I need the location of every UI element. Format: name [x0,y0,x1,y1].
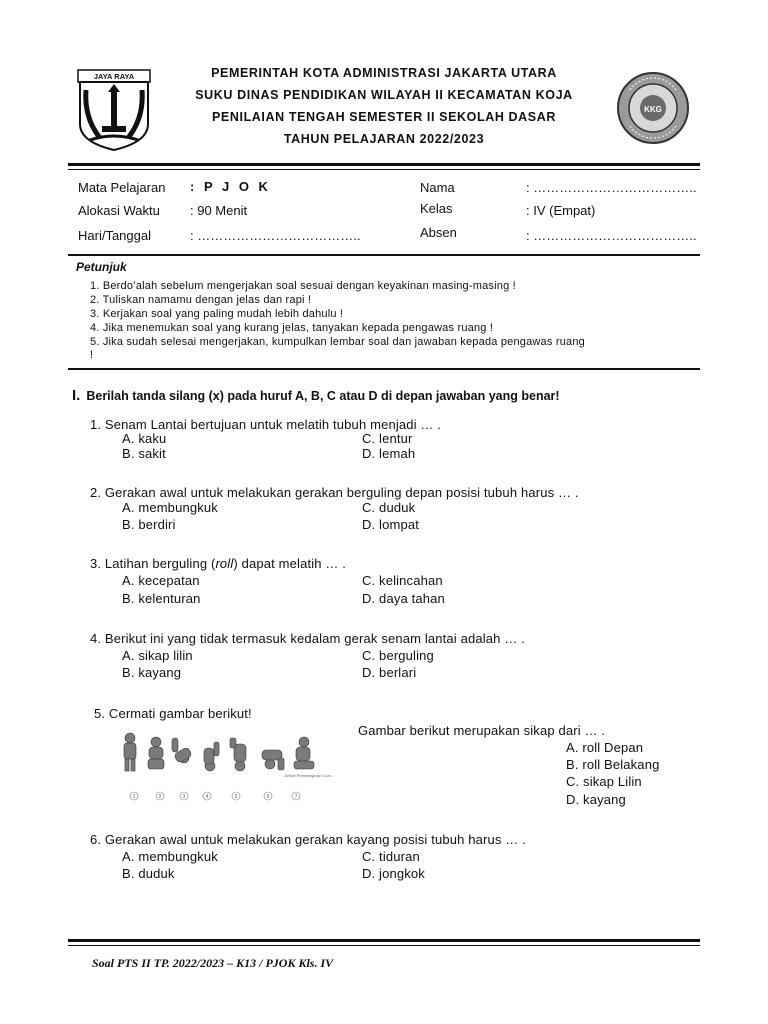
instruction-item: 5. Jika sudah selesai mengerjakan, kumpulkan lembar soal dan jawaban kepada pengawas ruang [90,336,585,348]
option-b[interactable]: B. kayang [122,665,182,680]
instruction-item: 4. Jika menemukan soal yang kurang jelas, tanyakan kepada pengawas ruang ! [90,322,494,334]
option-c[interactable]: C. tiduran [362,849,420,864]
header-rule-thin [68,169,700,170]
footer-rule-thick [68,939,700,942]
option-c[interactable]: C. lentur [362,431,413,446]
option-d[interactable]: D. berlari [362,665,417,680]
question-5: 5. Cermati gambar berikut! [94,706,252,721]
option-a[interactable]: A. kecepatan [122,573,200,588]
option-b[interactable]: B. duduk [122,866,175,881]
svg-text:KKG: KKG [644,105,662,114]
question-5-prompt: Gambar berikut merupakan sikap dari … . [358,723,606,738]
option-c[interactable]: C. kelincahan [362,573,443,588]
option-d[interactable]: D. daya tahan [362,591,445,606]
header-line-3: PENILAIAN TENGAH SEMESTER II SEKOLAH DASAR [212,110,556,124]
class-label: Kelas [420,201,453,216]
instructions-rule-bottom [68,368,700,370]
name-field[interactable]: : ……………………………….. [526,180,697,195]
svg-text:5: 5 [234,794,238,800]
option-d[interactable]: D. lemah [362,446,416,461]
option-d[interactable]: D. kayang [566,792,626,807]
absen-label: Absen [420,225,457,240]
instruction-item: 2. Tuliskan namamu dengan jelas dan rapi ! [90,294,312,306]
header-rule-thick [68,163,700,166]
question-6: 6. Gerakan awal untuk melakukan gerakan kayang posisi tubuh harus … . [90,832,526,847]
time-label: Alokasi Waktu [78,203,160,218]
option-b[interactable]: B. kelenturan [122,591,201,606]
svg-text:7: 7 [294,794,298,800]
name-label: Nama [420,180,455,195]
header-line-1: PEMERINTAH KOTA ADMINISTRASI JAKARTA UTARA [211,66,557,80]
question-4: 4. Berikut ini yang tidak termasuk kedalam gerak senam lantai adalah … . [90,631,525,646]
svg-text:4: 4 [205,794,209,800]
instruction-item: 3. Kerjakan soal yang paling mudah lebih dahulu ! [90,308,344,320]
class-value: : IV (Empat) [526,203,596,218]
absen-field[interactable]: : ……………………………….. [526,228,697,243]
option-a[interactable]: A. sikap lilin [122,648,193,663]
section-title: Berilah tanda silang (x) pada huruf A, B, C atau D di depan jawaban yang benar! [86,389,560,403]
option-a[interactable]: A. kaku [122,431,167,446]
header-line-2: SUKU DINAS PENDIDIKAN WILAYAH II KECAMATAN KOJA [195,88,573,102]
svg-text:3: 3 [182,794,186,800]
svg-text:1: 1 [132,794,136,800]
option-c[interactable]: C. sikap Lilin [566,774,642,789]
question-3-text-end: ) dapat melatih … . [233,556,347,571]
option-d[interactable]: D. jongkok [362,866,425,881]
svg-text:JAYA RAYA: JAYA RAYA [93,72,135,81]
instruction-item: 1. Berdo’alah sebelum mengerjakan soal sesuai dengan keyakinan masing-masing ! [90,280,516,292]
question-2: 2. Gerakan awal untuk melakukan gerakan berguling depan posisi tubuh harus … . [90,485,579,500]
subject-label: Mata Pelajaran [78,180,166,195]
option-a[interactable]: A. membungkuk [122,849,218,864]
question-3-text-start: 3. Latihan berguling ( [90,556,216,571]
footer-rule-thin [68,945,700,946]
header-line-4: TAHUN PELAJARAN 2022/2023 [283,132,485,146]
option-a[interactable]: A. roll Depan [566,740,644,755]
instructions-rule-top [68,254,700,256]
back-roll-sequence-figure [118,728,332,808]
section-number: I. [72,387,81,404]
instructions-title: Petunjuk [76,260,127,274]
svg-text:Artikel Pembelajaran Guru: Artikel Pembelajaran Guru [284,773,332,778]
option-c[interactable]: C. berguling [362,648,434,663]
subject-value: : P J O K [190,179,271,194]
question-1: 1. Senam Lantai bertujuan untuk melatih tubuh menjadi … . [90,417,442,432]
date-label: Hari/Tanggal [78,228,151,243]
option-c[interactable]: C. duduk [362,500,416,515]
option-a[interactable]: A. membungkuk [122,500,218,515]
option-b[interactable]: B. berdiri [122,517,176,532]
question-3-italic-word: roll [215,556,234,571]
section-heading [72,387,560,404]
option-b[interactable]: B. roll Belakang [566,757,660,772]
option-b[interactable]: B. sakit [122,446,166,461]
page-footer: Soal PTS II TP. 2022/2023 – K13 / PJOK Kls. IV [92,956,334,970]
date-field[interactable]: : ……………………………….. [190,228,361,243]
svg-text:2: 2 [158,794,162,800]
instruction-item: ! [90,349,94,361]
svg-text:6: 6 [266,794,270,800]
time-value: : 90 Menit [190,203,248,218]
question-3 [90,556,346,571]
option-d[interactable]: D. lompat [362,517,419,532]
